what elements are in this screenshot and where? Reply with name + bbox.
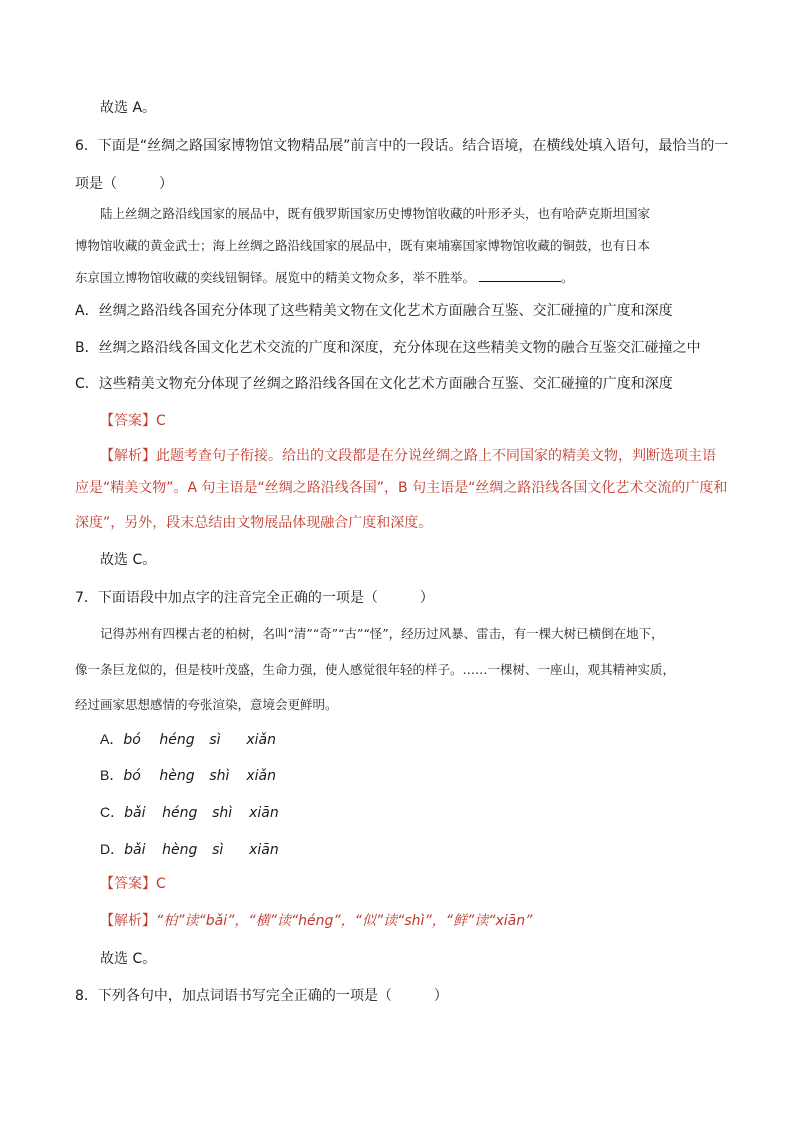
q6-answer: 【答案】C bbox=[100, 413, 166, 429]
pinyin: xiān bbox=[249, 842, 279, 858]
option-label: A． bbox=[100, 731, 124, 747]
pinyin: bó bbox=[123, 732, 141, 748]
pinyin: hèng bbox=[159, 768, 195, 784]
pinyin: shì bbox=[212, 805, 233, 821]
q6-option-b: B．丝绸之路沿线各国文化艺术交流的广度和深度，充分体现在这些精美文物的融合互鉴交汇碰撞之中 bbox=[75, 340, 701, 356]
q6-passage-line1: 陆上丝绸之路沿线国家的展品中，既有俄罗斯国家历史博物馆收藏的叶形矛头，也有哈萨克斯坦国家 bbox=[100, 206, 651, 221]
pinyin: bǎi bbox=[124, 842, 146, 858]
pinyin: bó bbox=[123, 768, 141, 784]
q7-stem: 7．下面语段中加点字的注音完全正确的一项是（ ） bbox=[75, 590, 434, 606]
q6-passage-line3 bbox=[75, 269, 574, 285]
q6-passage-line2: 博物馆收藏的黄金武士；海上丝绸之路沿线国家的展品中，既有柬埔寨国家博物馆收藏的铜鼓，也有日本 bbox=[75, 238, 651, 253]
analysis-body: “柏”读“bǎi”，“横”读“héng”，“似”读“shì”，“鲜”读“xiān” bbox=[156, 913, 533, 929]
q7-option-a bbox=[100, 731, 276, 747]
q6-analysis-line2: 应是“精美文物”。A 句主语是“丝绸之路沿线各国”，B 句主语是“丝绸之路沿线各国文化艺术交流的广度和 bbox=[75, 480, 728, 496]
q7-passage-line1: 记得苏州有四棵古老的柏树，名叫“清”“奇”“古”“怪”，经历过风暴、雷击，有一棵大树已横倒在地下， bbox=[100, 626, 664, 641]
q8-stem: 8．下列各句中，加点词语书写完全正确的一项是（ ） bbox=[75, 988, 448, 1004]
q6-option-a: A．丝绸之路沿线各国充分体现了这些精美文物在文化艺术方面融合互鉴、交汇碰撞的广度和深度 bbox=[75, 303, 673, 319]
q7-option-b bbox=[100, 767, 276, 783]
q6-analysis-line3: 深度”，另外，段末总结由文物展品体现融合广度和深度。 bbox=[75, 515, 433, 531]
q7-option-d bbox=[100, 841, 279, 857]
q7-analysis bbox=[100, 914, 532, 928]
pinyin: shì bbox=[209, 768, 230, 784]
option-label: B． bbox=[100, 767, 124, 783]
q6-stem-line2: 项是（ ） bbox=[75, 176, 173, 192]
q6-analysis-line1: 【解析】此题考查句子衔接。给出的文段都是在分说丝绸之路上不同国家的精美文物，判断选项主语 bbox=[100, 448, 716, 464]
q7-answer: 【答案】C bbox=[100, 876, 166, 892]
fill-blank bbox=[479, 269, 561, 282]
pinyin: bǎi bbox=[124, 805, 146, 821]
pinyin: sì bbox=[212, 842, 224, 858]
q7-passage-line2: 像一条巨龙似的，但是枝叶茂盛，生命力强，使人感觉很年轻的样子。……一棵树、一座山，观其精神实质， bbox=[75, 662, 676, 677]
pinyin: sì bbox=[209, 732, 221, 748]
pinyin: hèng bbox=[162, 842, 198, 858]
pinyin: héng bbox=[159, 732, 195, 748]
analysis-prefix: 【解析】 bbox=[100, 913, 156, 929]
q5-conclusion: 故选 A。 bbox=[100, 100, 157, 116]
pinyin: héng bbox=[162, 805, 198, 821]
q6-passage-line3-text: 东京国立博物馆收藏的奕线钮铜铎。展览中的精美文物众多，举不胜举。 bbox=[75, 270, 476, 285]
pinyin: xiǎn bbox=[246, 732, 276, 748]
q7-conclusion: 故选 C。 bbox=[100, 951, 157, 967]
q6-conclusion: 故选 C。 bbox=[100, 552, 157, 568]
option-label: C． bbox=[100, 804, 125, 820]
q6-passage-end: 。 bbox=[561, 270, 574, 285]
pinyin: xiǎn bbox=[246, 768, 276, 784]
q7-passage-line3: 经过画家思想感情的夸张渲染，意境会更鲜明。 bbox=[75, 697, 338, 712]
q7-option-c bbox=[100, 804, 279, 820]
option-label: D． bbox=[100, 841, 125, 857]
q6-stem-line1: 6．下面是“丝绸之路国家博物馆文物精品展”前言中的一段话。结合语境，在横线处填入语句，最恰当的一 bbox=[75, 138, 729, 154]
pinyin: xiān bbox=[249, 805, 279, 821]
q6-option-c: C．这些精美文物充分体现了丝绸之路沿线各国在文化艺术方面融合互鉴、交汇碰撞的广度和深度 bbox=[75, 376, 673, 392]
